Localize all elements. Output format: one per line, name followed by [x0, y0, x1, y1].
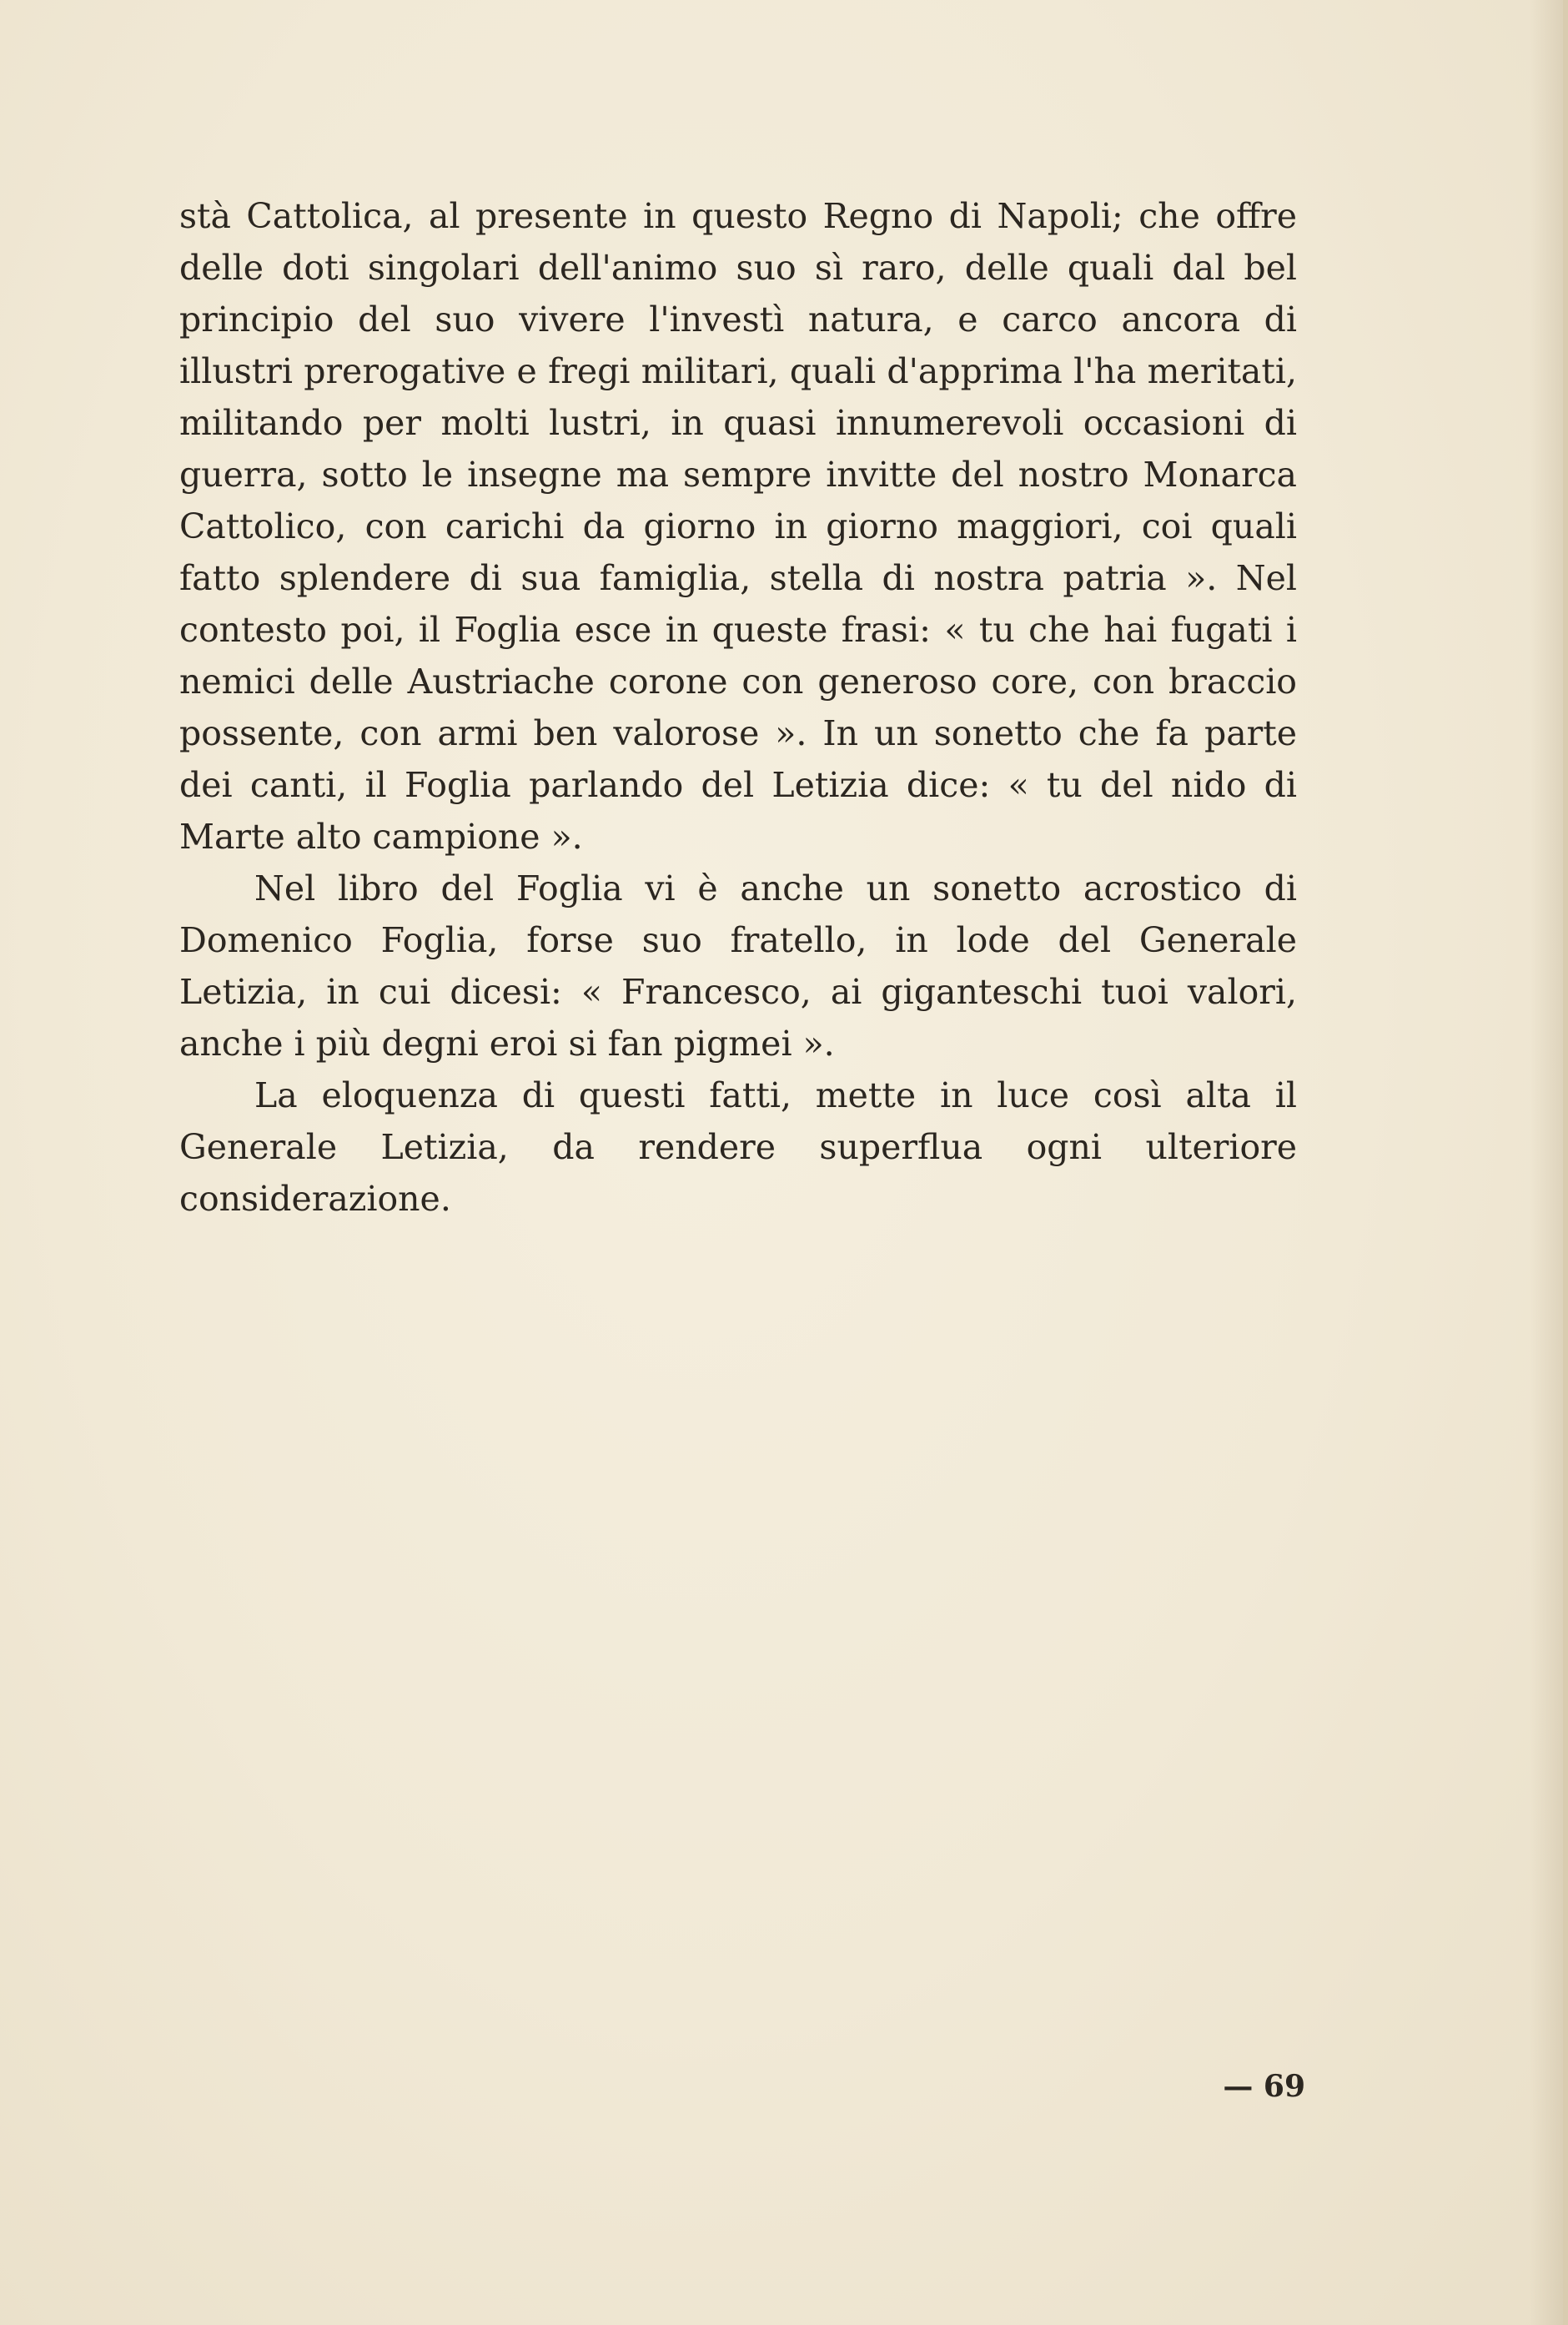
paragraph-2: Nel libro del Foglia vi è anche un sonetto acrostico di Domenico Foglia, forse suo fratello, in lode del Generale Letizia, in cui dicesi: « Francesco, ai giganteschi tuoi valori, anche i più degni eroi si fan pigmei ». — [179, 868, 1297, 1064]
paragraph-1: stà Cattolica, al presente in questo Regno di Napoli; che offre delle doti singolari dell'animo suo sì raro, delle quali dal bel principio del suo vivere l'investì natura, e carco ancora di illustri prerogative e fregi militari, quali d'apprima l'ha meritati, militando per molti lustri, in quasi innumerevoli occasioni di guerra, sotto le insegne ma sempre invitte del nostro Monarca Cattolico, con carichi da giorno in giorno maggiori, coi quali fatto splendere di sua famiglia, stella di nostra patria ». Nel contesto poi, il Foglia esce in queste frasi: « tu che hai fugati i nemici delle Austriache corone con generoso core, con braccio possente, con armi ben valorose ». In un sonetto che fa parte dei canti, il Foglia parlando del Letizia dice: « tu del nido di Marte alto campione ». — [179, 196, 1297, 857]
page-number: — 69 — [1223, 2069, 1305, 2104]
page-edge-shadow — [1530, 0, 1563, 2325]
body-text — [179, 190, 1297, 1225]
paragraph-3: La eloquenza di questi fatti, mette in luce così alta il Generale Letizia, da rendere superflua ogni ulteriore considerazione. — [179, 1075, 1297, 1219]
